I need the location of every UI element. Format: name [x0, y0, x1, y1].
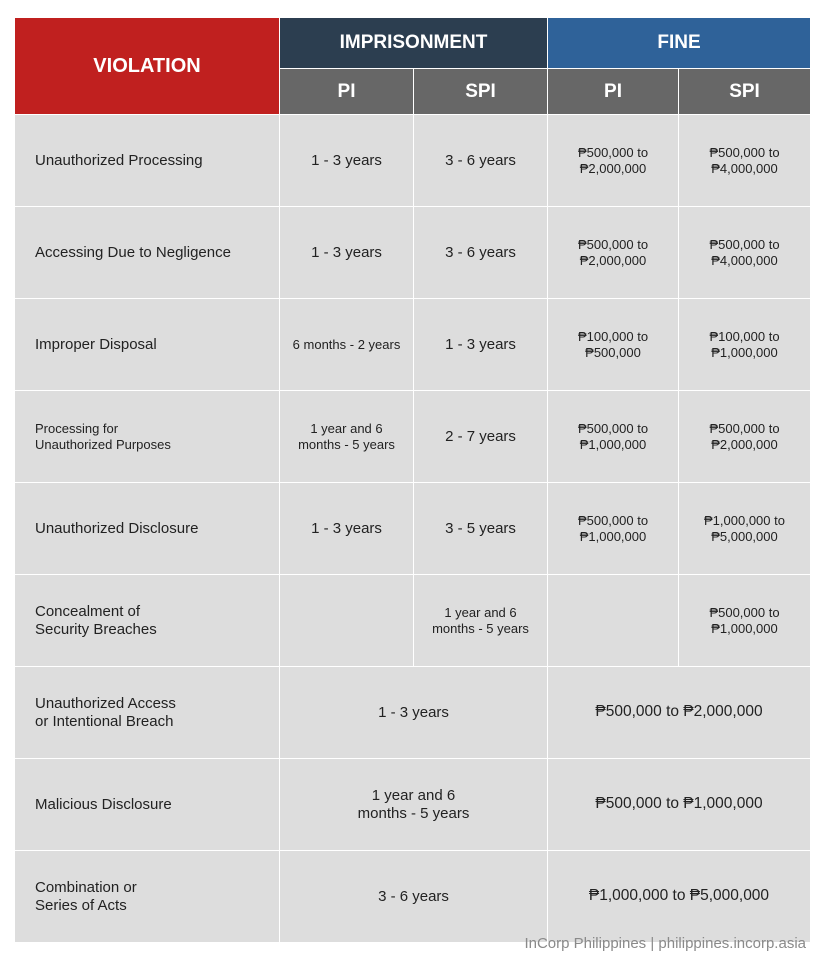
fine-value: ₱1,000,000 to ₱5,000,000 [588, 887, 770, 905]
imprisonment-spi-value: 3 - 5 years [445, 519, 516, 537]
imprisonment-merged-cell [280, 851, 547, 942]
imprisonment-pi-line: 1 year and 6 [310, 420, 383, 436]
fine-pi-cell [548, 207, 678, 298]
violation-line: Unauthorized Access [35, 694, 176, 712]
fine-pi-header: PI [548, 69, 678, 114]
imprisonment-pi-line: months - 5 years [298, 436, 395, 452]
violation-label: Malicious Disclosure [35, 795, 172, 813]
imprisonment-pi-cell [280, 575, 413, 666]
fine-value: ₱500,000 to ₱2,000,000 [595, 703, 763, 721]
imprisonment-pi-cell [280, 391, 413, 482]
imprisonment-value: 1 - 3 years [378, 703, 449, 721]
fine-spi-cell [679, 391, 810, 482]
imprisonment-spi-line: months - 5 years [432, 620, 529, 636]
fine-merged-cell [548, 759, 810, 850]
fine-merged-cell [548, 851, 810, 942]
fine-pi-line: ₱2,000,000 [579, 252, 647, 268]
imprisonment-spi-value: 3 - 6 years [445, 151, 516, 169]
violation-line: Concealment of [35, 602, 141, 620]
imprisonment-pi-value: 6 months - 2 years [292, 336, 401, 352]
imprisonment-merged-cell [280, 667, 547, 758]
violation-cell [15, 299, 279, 390]
violation-label: Improper Disposal [35, 335, 157, 353]
fine-pi-cell [548, 575, 678, 666]
fine-spi-line: ₱500,000 to [709, 144, 780, 160]
fine-pi-cell [548, 115, 678, 206]
violation-cell [15, 667, 279, 758]
fine-pi-line: ₱500,000 [585, 344, 641, 360]
imprisonment-value: 3 - 6 years [378, 887, 449, 905]
imprisonment-spi-cell [414, 207, 547, 298]
fine-spi-line: ₱2,000,000 [711, 436, 778, 452]
imprisonment-spi-cell [414, 575, 547, 666]
violation-cell [15, 115, 279, 206]
fine-pi-line: ₱500,000 to [577, 512, 649, 528]
imprisonment-pi-header: PI [280, 69, 413, 114]
violation-cell [15, 759, 279, 850]
imprisonment-pi-cell [280, 207, 413, 298]
fine-spi-line: ₱500,000 to [709, 604, 780, 620]
fine-merged-cell [548, 667, 810, 758]
imprisonment-pi-value: 1 - 3 years [311, 151, 382, 169]
fine-spi-cell [679, 483, 810, 574]
imprisonment-spi-cell [414, 299, 547, 390]
fine-spi-cell [679, 115, 810, 206]
violation-label: Accessing Due to Negligence [35, 243, 231, 261]
imprisonment-pi-cell [280, 483, 413, 574]
imprisonment-line: 1 year and 6 [371, 786, 456, 804]
fine-pi-line: ₱1,000,000 [579, 436, 647, 452]
imprisonment-header: IMPRISONMENT [280, 18, 547, 68]
fine-pi-cell [548, 483, 678, 574]
imprisonment-pi-cell [280, 299, 413, 390]
violation-cell [15, 391, 279, 482]
fine-spi-line: ₱4,000,000 [711, 252, 778, 268]
fine-spi-line: ₱5,000,000 [711, 528, 778, 544]
fine-pi-line: ₱500,000 to [577, 144, 649, 160]
fine-spi-line: ₱500,000 to [709, 420, 780, 436]
imprisonment-merged-cell [280, 759, 547, 850]
fine-spi-line: ₱4,000,000 [711, 160, 778, 176]
violation-cell [15, 575, 279, 666]
fine-spi-line: ₱100,000 to [709, 328, 780, 344]
fine-spi-header: SPI [679, 69, 810, 114]
violation-line: Processing for [35, 420, 119, 436]
fine-spi-line: ₱500,000 to [709, 236, 780, 252]
fine-pi-line: ₱500,000 to [577, 420, 649, 436]
fine-spi-cell [679, 575, 810, 666]
violation-line: Unauthorized Purposes [35, 436, 171, 452]
violation-cell [15, 483, 279, 574]
fine-spi-cell [679, 299, 810, 390]
imprisonment-pi-value: 1 - 3 years [311, 519, 382, 537]
fine-header: FINE [548, 18, 810, 68]
fine-pi-line: ₱1,000,000 [579, 528, 647, 544]
imprisonment-spi-cell [414, 391, 547, 482]
violation-cell [15, 851, 279, 942]
violation-line: Security Breaches [35, 620, 157, 638]
fine-value: ₱500,000 to ₱1,000,000 [595, 795, 763, 813]
fine-spi-cell [679, 207, 810, 298]
fine-spi-line: ₱1,000,000 [711, 620, 778, 636]
imprisonment-pi-value: 1 - 3 years [311, 243, 382, 261]
violation-cell [15, 207, 279, 298]
violation-line: Combination or [35, 878, 137, 896]
imprisonment-spi-header: SPI [414, 69, 547, 114]
violation-label: Unauthorized Disclosure [35, 519, 199, 537]
imprisonment-spi-value: 3 - 6 years [445, 243, 516, 261]
fine-pi-line: ₱2,000,000 [579, 160, 647, 176]
imprisonment-spi-value: 2 - 7 years [445, 427, 516, 445]
fine-pi-cell [548, 391, 678, 482]
penalties-table [15, 18, 806, 942]
imprisonment-spi-value: 1 - 3 years [445, 335, 516, 353]
imprisonment-spi-cell [414, 115, 547, 206]
imprisonment-line: months - 5 years [357, 804, 470, 822]
fine-pi-line: ₱500,000 to [577, 236, 649, 252]
footer-credit: InCorp Philippines | philippines.incorp.asia [524, 935, 806, 952]
imprisonment-spi-line: 1 year and 6 [444, 604, 517, 620]
violation-label: Unauthorized Processing [35, 151, 203, 169]
imprisonment-pi-cell [280, 115, 413, 206]
fine-spi-line: ₱1,000,000 [711, 344, 778, 360]
fine-pi-line: ₱100,000 to [577, 328, 649, 344]
fine-pi-cell [548, 299, 678, 390]
violation-line: or Intentional Breach [35, 712, 174, 730]
fine-spi-line: ₱1,000,000 to [704, 512, 785, 528]
violation-line: Series of Acts [35, 896, 127, 914]
violation-header: VIOLATION [15, 18, 279, 114]
imprisonment-spi-cell [414, 483, 547, 574]
